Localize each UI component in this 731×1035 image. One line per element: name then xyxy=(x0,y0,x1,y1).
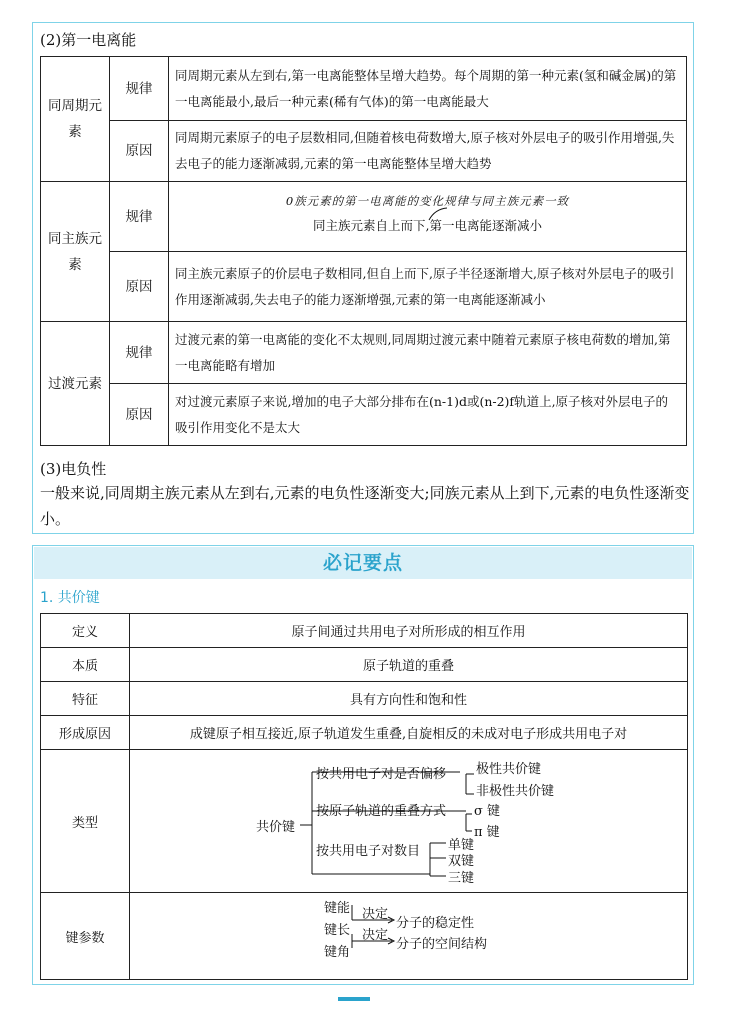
type-double: 双键 xyxy=(448,854,475,869)
type-sigma: σ 键 xyxy=(474,804,501,819)
category-transition: 过渡元素 xyxy=(41,322,110,446)
same-period-reason: 同周期元素原子的电子层数相同,但随着核电荷数增大,原子核对外层电子的吸引作用增强,失去电子的能力逐渐减弱,元素的第一电离能整体呈增大趋势 xyxy=(169,121,687,182)
feature-label: 特征 xyxy=(41,682,130,716)
rule-label: 规律 xyxy=(110,57,169,121)
result-structure: 分子的空间结构 xyxy=(396,937,488,952)
decide-label: 决定 xyxy=(362,928,389,943)
page-number-mark xyxy=(338,997,370,1001)
type-triple: 三键 xyxy=(448,871,475,886)
param-angle: 键角 xyxy=(324,945,351,960)
types-label: 类型 xyxy=(41,750,130,893)
category-same-period: 同周期元素 xyxy=(41,57,110,182)
type-nonpolar: 非极性共价键 xyxy=(476,784,555,799)
formation-value: 成键原子相互接近,原子轨道发生重叠,自旋相反的未成对电子形成共用电子对 xyxy=(130,716,688,750)
same-group-rule-cell xyxy=(169,182,687,252)
essence-label: 本质 xyxy=(41,648,130,682)
definition-label: 定义 xyxy=(41,614,130,648)
covalent-bond-table xyxy=(40,613,688,980)
transition-reason: 对过渡元素原子来说,增加的电子大部分排布在(n-1)d或(n-2)f轨道上,原子核对外层电子的吸引作用变化不是太大 xyxy=(169,384,687,446)
result-stability: 分子的稳定性 xyxy=(396,916,475,931)
same-period-rule: 同周期元素从左到右,第一电离能整体呈增大趋势。每个周期的第一种元素(氢和碱金属)的第一电离能最小,最后一种元素(稀有气体)的第一电离能最大 xyxy=(169,57,687,121)
decide-label: 决定 xyxy=(362,907,389,922)
type-pi: π 键 xyxy=(474,825,500,840)
feature-value: 具有方向性和饱和性 xyxy=(130,682,688,716)
reason-label: 原因 xyxy=(110,121,169,182)
covalent-bond-heading: 1. 共价键 xyxy=(40,590,100,606)
type-single: 单键 xyxy=(448,838,475,853)
params-diagram-cell xyxy=(130,893,688,980)
types-branch-count: 按共用电子对数目 xyxy=(316,844,421,859)
formation-label: 形成原因 xyxy=(41,716,130,750)
ionization-table xyxy=(40,56,687,446)
reason-label: 原因 xyxy=(110,384,169,446)
definition-value: 原子间通过共用电子对所形成的相互作用 xyxy=(130,614,688,648)
types-root: 共价键 xyxy=(256,820,296,835)
types-diagram-cell xyxy=(130,750,688,893)
rule-label: 规律 xyxy=(110,182,169,252)
handwritten-note: 0族元素的第一电离能的变化规律与同主族元素一致 xyxy=(285,193,570,208)
param-length: 键长 xyxy=(324,923,351,938)
category-same-group: 同主族元素 xyxy=(41,182,110,322)
types-branch-polarity: 按共用电子对是否偏移 xyxy=(316,767,447,782)
electronegativity-text: 一般来说,同周期主族元素从左到右,元素的电负性逐渐变大;同族元素从上到下,元素的电负性逐渐变小。 xyxy=(40,484,690,528)
reason-label: 原因 xyxy=(110,252,169,322)
same-group-reason: 同主族元素原子的价层电子数相同,但自上而下,原子半径逐渐增大,原子核对外层电子的吸引作用逐渐减弱,失去电子的能力逐渐增强,元素的第一电离能逐渐减小 xyxy=(169,252,687,322)
same-group-rule: 同主族元素自上而下,第一电离能逐渐减小 xyxy=(313,217,542,233)
essence-value: 原子轨道的重叠 xyxy=(130,648,688,682)
rule-label: 规律 xyxy=(110,322,169,384)
param-energy: 键能 xyxy=(324,901,351,916)
params-label: 键参数 xyxy=(41,893,130,980)
transition-rule: 过渡元素的第一电离能的变化不太规则,同周期过渡元素中随着元素原子核电荷数的增加,第一电离能略有增加 xyxy=(169,322,687,384)
electronegativity-heading: (3)电负性 xyxy=(40,460,107,478)
types-branch-overlap: 按原子轨道的重叠方式 xyxy=(316,804,447,819)
type-polar: 极性共价键 xyxy=(476,762,542,777)
key-points-banner: 必记要点 xyxy=(34,547,692,579)
ionization-heading: (2)第一电离能 xyxy=(40,31,137,49)
